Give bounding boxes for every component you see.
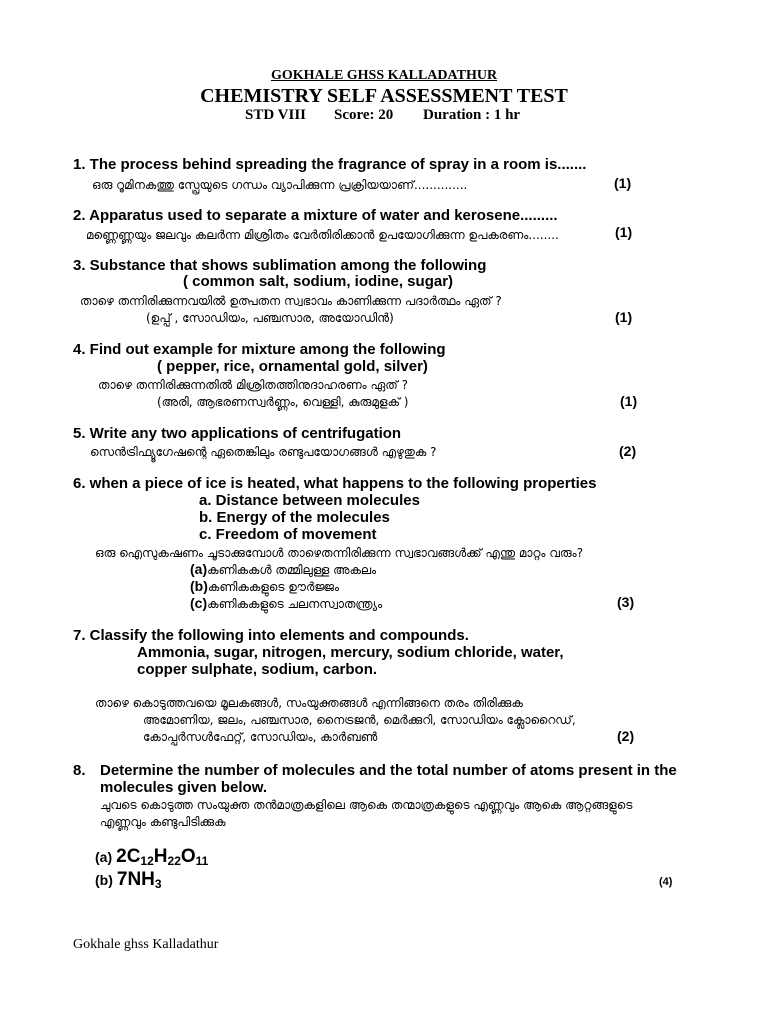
formula-ammonia: $7NH_3$ <box>116 869 162 891</box>
option-b-malayalam: കണികകളുടെ ഊർജ്ജം <box>207 580 340 594</box>
question-8-part-a <box>95 846 208 868</box>
question-4-malayalam-options: (അരി, ആഭരണസ്വർണ്ണം, വെള്ളി, കുരുമുളക് ) <box>157 395 409 409</box>
question-7-malayalam: താഴെ കൊടുത്തവയെ മൂലകങ്ങൾ, സംയുക്തങ്ങൾ എന്നിങ്ങനെ തരം തിരിക്കുക <box>95 696 523 710</box>
test-title: CHEMISTRY SELF ASSESSMENT TEST <box>200 85 568 107</box>
question-5-text: 5. Write any two applications of centrifugation <box>73 425 402 442</box>
question-6-mark: (3) <box>617 594 635 610</box>
question-6-malayalam-option-c <box>190 595 382 613</box>
question-8-mark: (4) <box>659 876 673 888</box>
question-6-malayalam: ഒരു ഐസുകഷണം ചൂടാക്കുമ്പോൾ താഴെതന്നിരിക്കുന്ന സ്വഭാവങ്ങൾക്ക് എന്തു മാറ്റം വരും? <box>95 546 584 560</box>
question-3-malayalam-options: (ഉപ്പ് , സോഡിയം, പഞ്ചസാര, അയോഡിൻ) <box>146 311 394 325</box>
question-3-text: 3. Substance that shows sublimation among the following <box>73 257 487 274</box>
question-4-mark: (1) <box>620 393 638 409</box>
std-label: STD VIII <box>245 107 307 123</box>
question-1-mark: (1) <box>614 175 632 191</box>
question-6-malayalam-option-b <box>190 578 339 596</box>
option-c-malayalam: കണികകളുടെ ചലനസ്വാതന്ത്ര്യം <box>207 597 383 611</box>
question-8-malayalam-line2: എണ്ണവും കണ്ടുപിടിക്കുക <box>100 815 226 829</box>
question-5-malayalam: സെൻട്രിഫ്യൂഗേഷന്റെ ഏതെങ്കിലും രണ്ടുപയോഗങ്ങൾ എഴുതുക ? <box>90 445 437 459</box>
question-8-text: Determine the number of molecules and the total number of atoms present in the <box>100 762 677 779</box>
question-1-malayalam: ഒരു റൂമിനകത്തു സ്പ്രേയുടെ ഗന്ധം വ്യാപിക്കുന്ന പ്രക്രിയയാണ്.............. <box>92 178 468 192</box>
question-6-option-c: c. Freedom of movement <box>199 526 377 543</box>
score-label: Score: 20 <box>334 107 394 123</box>
question-7-malayalam-list-line1: അമോണിയ, ജലം, പഞ്ചസാര, നൈട്രജൻ, മെർക്കുറി, സോഡിയം ക്ലോറൈഡ്, <box>143 713 576 727</box>
question-3-malayalam: താഴെ തന്നിരിക്കുന്നവയിൽ ഉത്പതന സ്വഭാവം കാണിക്കുന്ന പദാർത്ഥം ഏത് ? <box>80 294 502 308</box>
question-4-options: ( pepper, rice, ornamental gold, silver) <box>157 358 428 375</box>
question-2-malayalam: മണ്ണെണ്ണയും ജലവും കലർന്ന മിശ്രിതം വേർതിരിക്കാൻ ഉപയോഗിക്കുന്ന ഉപകരണം........ <box>86 228 559 242</box>
question-3-options: ( common salt, sodium, iodine, sugar) <box>183 273 454 290</box>
question-8-part-b <box>95 869 162 891</box>
question-3-mark: (1) <box>615 309 633 325</box>
question-7-malayalam-list-line2: കോപ്പർസൾഫേറ്റ്, സോഡിയം, കാർബൺ <box>143 730 378 744</box>
question-7-mark: (2) <box>617 728 635 744</box>
question-8-number: 8. <box>73 762 86 779</box>
question-2-text: 2. Apparatus used to separate a mixture of water and kerosene......... <box>73 207 558 224</box>
part-a-label: (a) <box>95 849 113 865</box>
part-b-label: (b) <box>95 872 113 888</box>
question-8-malayalam: ചുവടെ കൊടുത്ത സംയുക്ത തൻമാത്രകളിലെ ആകെ തന്മാത്രകളുടെ എണ്ണവും ആകെ ആറ്റങ്ങളുടെ <box>100 798 633 812</box>
question-2-mark: (1) <box>615 224 633 240</box>
question-8-text-line2: molecules given below. <box>100 779 267 796</box>
option-c-label: (c) <box>190 595 208 611</box>
question-7-list-line1: Ammonia, sugar, nitrogen, mercury, sodium chloride, water, <box>137 644 564 661</box>
option-a-malayalam: കണികകൾ തമ്മിലുള്ള അകലം <box>207 563 377 577</box>
question-6-malayalam-option-a <box>190 561 376 579</box>
option-b-label: (b) <box>190 578 208 594</box>
question-6-option-a: a. Distance between molecules <box>199 492 420 509</box>
question-6-text: 6. when a piece of ice is heated, what happens to the following properties <box>73 475 597 492</box>
question-7-text: 7. Classify the following into elements and compounds. <box>73 627 469 644</box>
question-5-mark: (2) <box>619 443 637 459</box>
option-a-label: (a) <box>190 561 208 577</box>
footer-school-name: Gokhale ghss Kalladathur <box>73 937 219 952</box>
duration-label: Duration : 1 hr <box>423 107 521 123</box>
question-4-text: 4. Find out example for mixture among the following <box>73 341 446 358</box>
question-7-list-line2: copper sulphate, sodium, carbon. <box>137 661 378 678</box>
formula-sucrose: $2C_{12}H_{22}O_{11}$ <box>116 846 209 868</box>
question-1-text: 1. The process behind spreading the fragrance of spray in a room is....... <box>73 156 587 173</box>
question-6-option-b: b. Energy of the molecules <box>199 509 390 526</box>
question-4-malayalam: താഴെ തന്നിരിക്കുന്നതിൽ മിശ്രിതത്തിനുദാഹരണം ഏത് ? <box>98 378 409 392</box>
school-name: GOKHALE GHSS KALLADATHUR <box>270 68 498 83</box>
